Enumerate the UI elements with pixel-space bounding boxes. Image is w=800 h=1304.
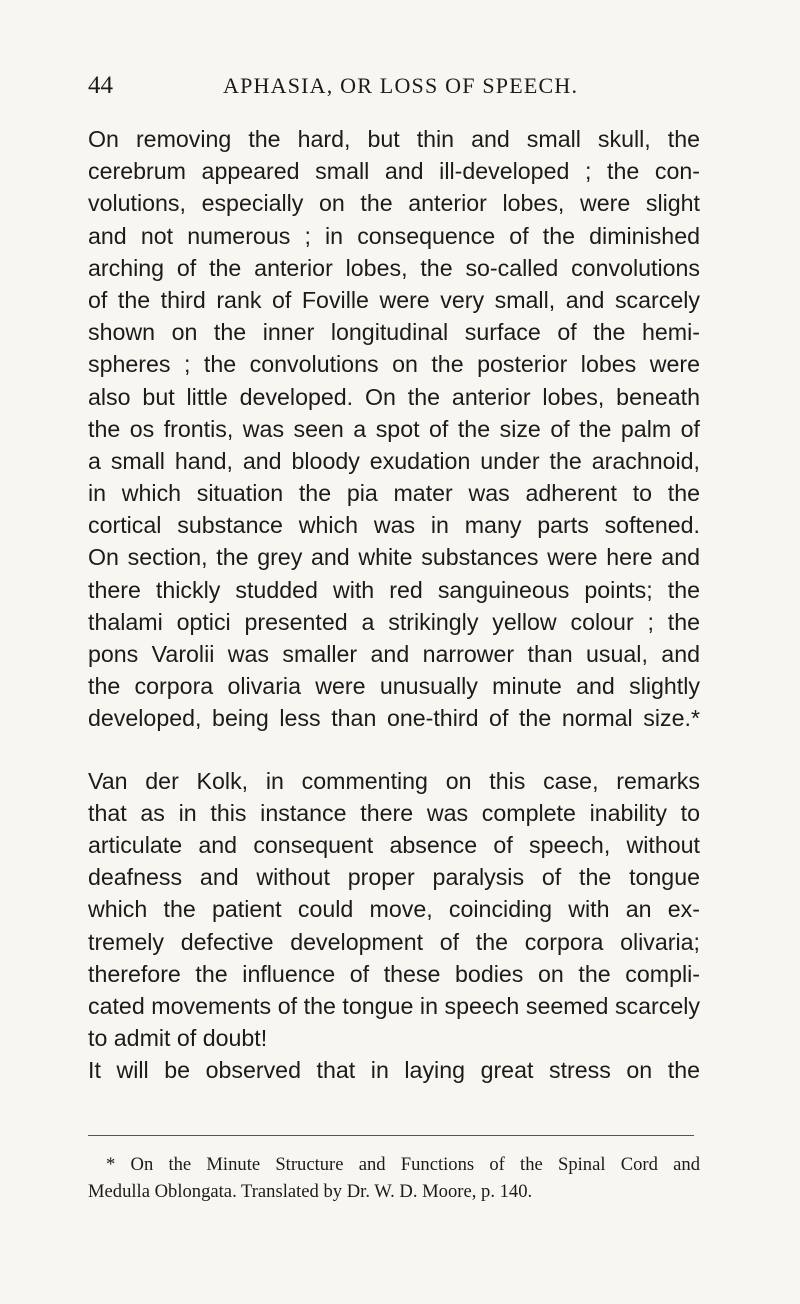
text-line: a small hand, and bloody exudation under the arachnoid, [88,447,700,474]
text-line: in which situation the pia mater was adherent to the [88,480,700,507]
text-line: developed, being less than one-third of the normal size.* [88,705,700,732]
text-line: of the third rank of Foville were very small, and scarcely [88,286,700,313]
text-line: cerebrum appeared small and ill-developed ; the con- [88,158,700,185]
text-line: there thickly studded with red sanguineous points; the [88,576,700,603]
footnote-line: * On the Minute Structure and Functions of the Spinal Cord and [106,1154,700,1175]
text-line: spheres ; the convolutions on the posterior lobes were [88,351,700,378]
text-line: the os frontis, was seen a spot of the size of the palm of [88,415,700,442]
paragraph-gap [88,735,700,765]
text-line: also but little developed. On the anterior lobes, beneath [88,383,700,410]
page-number: 44 [88,72,113,99]
footnote-line: Medulla Oblongata. Translated by Dr. W. D. Moore, p. 140. [88,1181,533,1202]
running-title: APHASIA, OR LOSS OF SPEECH. [223,73,579,98]
text-line: cortical substance which was in many parts softened. [88,512,700,539]
text-line: cated movements of the tongue in speech seemed scarcely [88,992,700,1019]
text-line: Van der Kolk, in commenting on this case, remarks [88,767,700,794]
text-line: It will be observed that in laying great stress on the [88,1057,700,1084]
text-line: On removing the hard, but thin and small skull, the [88,126,700,152]
text-line: to admit of doubt! [88,1025,268,1052]
text-line: and not numerous ; in consequence of the diminished [88,222,700,249]
text-line: pons Varolii was smaller and narrower than usual, and [88,641,700,667]
text-line: thalami optici presented a strikingly yellow colour ; the [88,608,700,635]
text-line: articulate and consequent absence of speech, without [88,831,700,858]
text-line: deafness and without proper paralysis of the tongue [88,864,700,891]
text-line: arching of the anterior lobes, the so-called convolutions [88,254,700,281]
text-line: that as in this instance there was complete inability to [88,799,700,826]
text-line: the corpora olivaria were unusually minute and slightly [88,673,700,700]
footnote-rule [88,1135,694,1136]
text-line: which the patient could move, coinciding with an ex- [88,896,700,923]
page-header [88,70,712,102]
text-line: tremely defective development of the corpora olivaria; [88,928,700,955]
text-line: shown on the inner longitudinal surface of the hemi- [88,319,700,346]
text-line: On section, the grey and white substances were here and [88,544,700,571]
text-line: volutions, especially on the anterior lobes, were slight [88,190,700,217]
text-line: therefore the influence of these bodies on the compli- [88,960,700,987]
footnote [88,1151,700,1205]
body-text [88,123,700,1086]
